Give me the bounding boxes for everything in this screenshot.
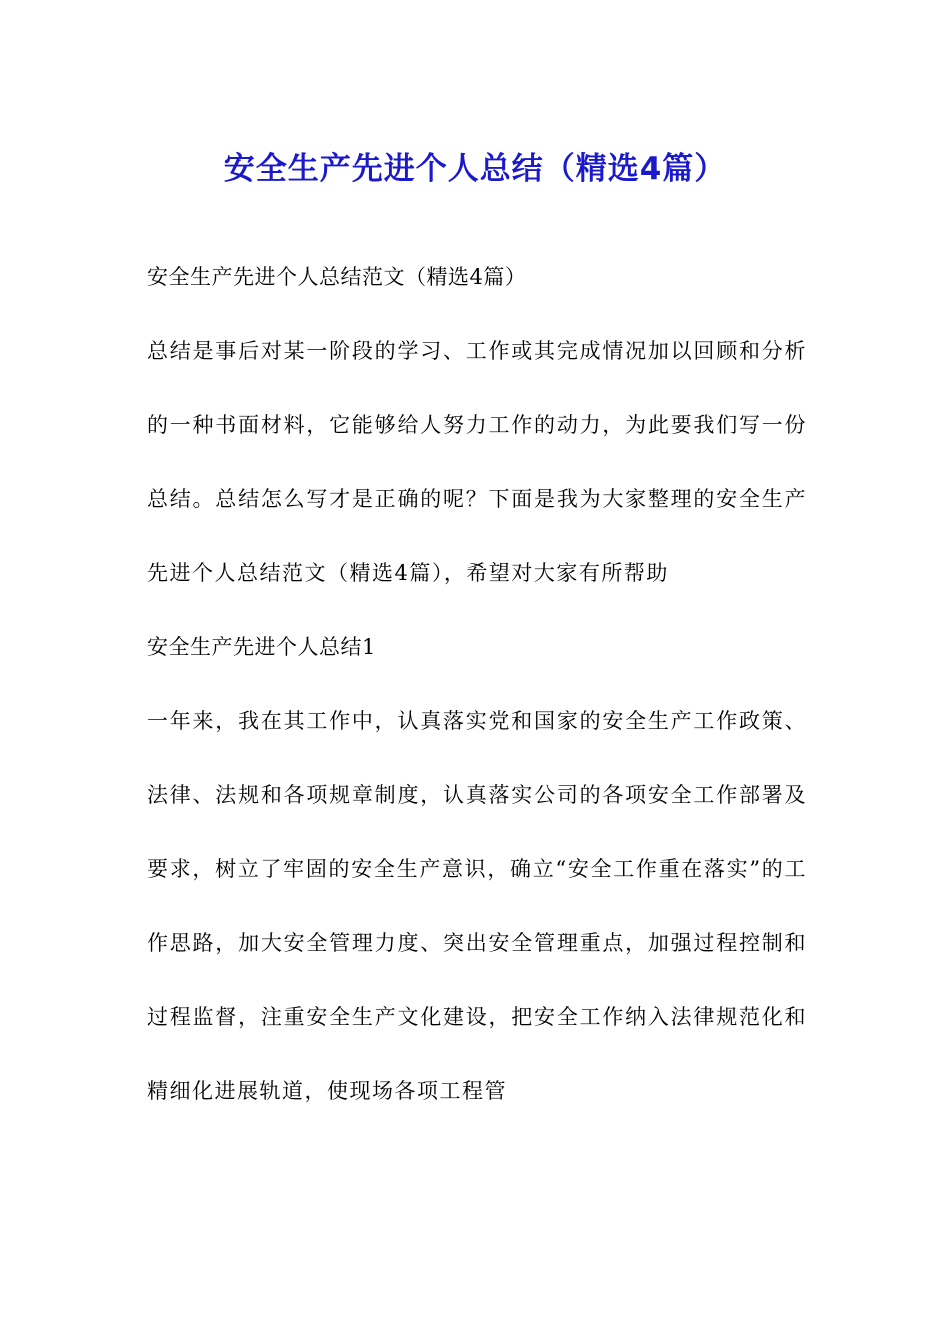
section1-paragraph: 一年来，我在其工作中，认真落实党和国家的安全生产工作政策、法律、法规和各项规章制度，认真落实公司的各项安全工作部署及要求，树立了牢固的安全生产意识，确立“安全工作重在落实”的工作思路，加大安全管理力度、突出安全管理重点，加强过程控制和过程监督，注重安全生产文化建设，把安全工作纳入法律规范化和精细化进展轨道，使现场各项工程管 bbox=[147, 709, 807, 1103]
section1-heading: 安全生产先进个人总结1 bbox=[147, 635, 376, 659]
intro-heading: 安全生产先进个人总结范文（精选4篇） bbox=[147, 265, 527, 289]
intro-paragraph: 总结是事后对某一阶段的学习、工作或其完成情况加以回顾和分析的一种书面材料，它能够给人努力工作的动力，为此要我们写一份总结。总结怎么写才是正确的呢？下面是我为大家整理的安全生产先进个人总结范文（精选4篇），希望对大家有所帮助 bbox=[147, 339, 807, 585]
document-title: 安全生产先进个人总结（精选4篇） bbox=[223, 150, 727, 187]
document-body bbox=[147, 240, 807, 1128]
